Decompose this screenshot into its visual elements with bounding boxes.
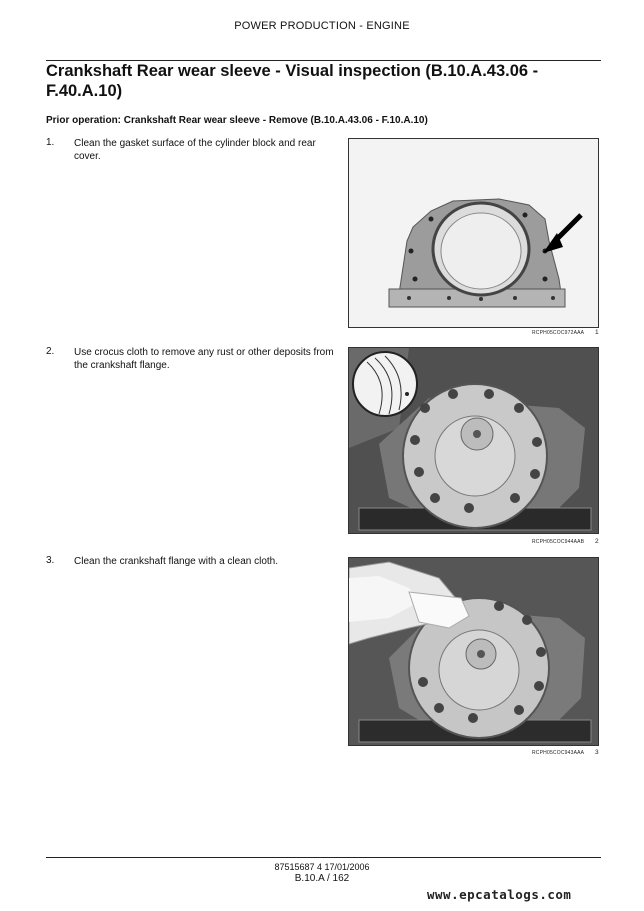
footer-page-ref: B.10.A / 162	[294, 873, 350, 884]
page-header: POWER PRODUCTION - ENGINE	[234, 20, 410, 32]
figure-3-code: RCPH05COC943AAA	[532, 750, 585, 756]
figure-1-code: RCPH05COC972AAA	[532, 330, 585, 336]
figure-2-number: 2	[595, 538, 599, 545]
figure-1-rear-cover-photo	[348, 138, 599, 328]
step-2-number: 2.	[46, 346, 55, 357]
page-title: Crankshaft Rear wear sleeve - Visual inspection (B.10.A.43.06 - F.40.A.10)	[46, 62, 539, 100]
figure-3-number: 3	[595, 749, 599, 756]
prior-operation: Prior operation: Crankshaft Rear wear sleeve - Remove (B.10.A.43.06 - F.10.A.10)	[46, 115, 428, 126]
step-2-text: Use crocus cloth to remove any rust or other deposits from the crankshaft flange.	[74, 347, 334, 371]
watermark-url: www.epcatalogs.com	[427, 887, 572, 902]
footer-divider	[46, 857, 601, 858]
step-3-number: 3.	[46, 555, 55, 566]
figure-3-cleaning-flange-photo	[348, 557, 599, 746]
figure-1-number: 1	[595, 329, 599, 336]
step-1-number: 1.	[46, 137, 55, 148]
step-3-text: Clean the crankshaft flange with a clean cloth.	[74, 556, 279, 567]
figure-2-crankshaft-flange-photo	[348, 347, 599, 534]
figure-2-code: RCPH05COC944AAB	[532, 539, 585, 545]
step-1-text: Clean the gasket surface of the cylinder block and rear cover.	[74, 138, 316, 162]
footer-doc-ref: 87515687 4 17/01/2006	[274, 862, 370, 872]
